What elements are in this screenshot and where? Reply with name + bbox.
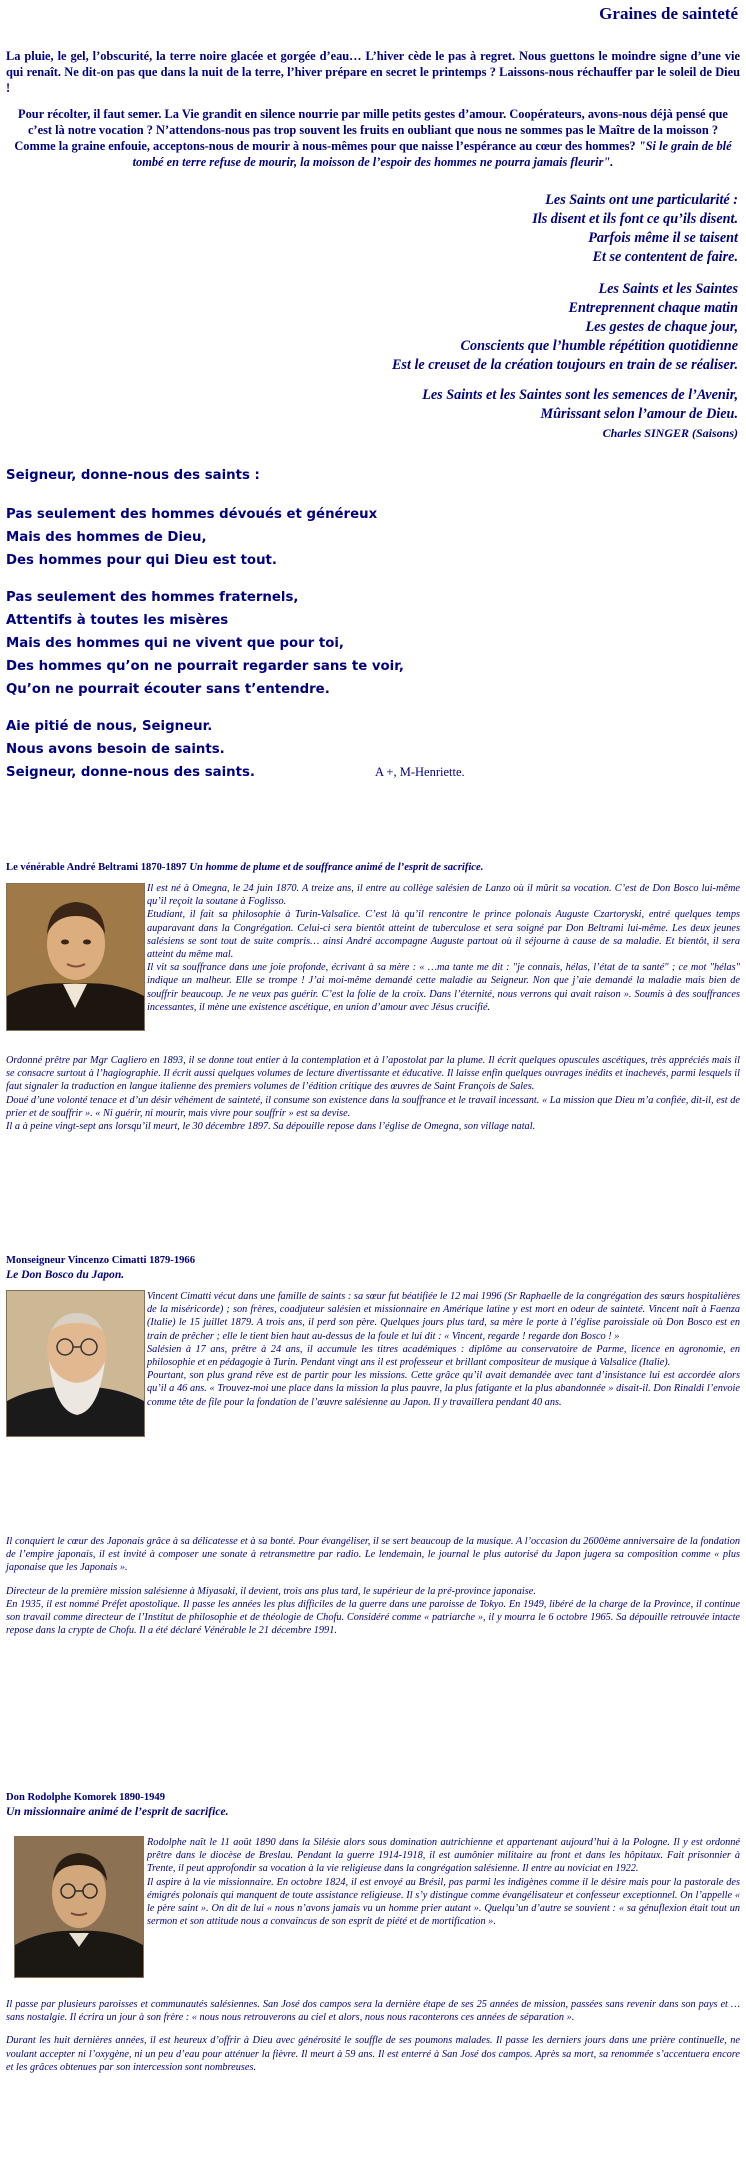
paragraph: Il vit sa souffrance dans une joie profonde, écrivant à sa mère : « …ma tante me dit : "je connais, hélas, l’état de ta santé" ; ce mot "hélas" indique un malheur. Elle se trompe ! J’ai moi-même demandé cette maladie au Seigneur. Non que j’aie demandé la maladie mais bien de souffrir beaucoup. Je ne veux pas guérir. C’est la folie de la croix. Dans l’éternité, nous verrons qui avait raison ». Soumis à des souffrances incessantes, il mène une existence ascétique, en union d’amour avec Jésus crucifié. <box>147 962 740 1013</box>
paragraph: Salésien à 17 ans, prêtre à 24 ans, il accumule les titres académiques : diplôme au conservatoire de Parme, licence en agronomie, en philosophie et en pédagogie à Turin. Pendant vingt ans il est professeur et brillant compositeur de musique à Valsalice (Italie). <box>147 1343 740 1369</box>
prayer-stanza-2 <box>6 586 646 701</box>
section-heading-beltrami <box>6 861 740 875</box>
paragraph: Vincent Cimatti vécut dans une famille de saints : sa sœur fut béatifiée le 12 mai 1996 (Sr Raphaelle de la congrégation des sœurs hospitalières de la miséricorde) ; son frères, coadjuteur salésien et missionnaire en Amérique latine y est mort en odeur de sainteté. Vincent naît à Faenza (Italie) le 15 juillet 1879. A trois ans, il perd son père. Quelques jours plus tard, sa mère le porte à l’église paroissiale où Don Bosco est en train de prêcher ; elle le tient bien haut au-dessus de la foule et lui dit : « Vincent, regarde ! regarde don Bosco ! » <box>147 1291 740 1342</box>
section-beltrami-text-beside-photo <box>147 882 740 1014</box>
section-cimatti-text <box>6 1535 740 1637</box>
paragraph: Il conquiert le cœur des Japonais grâce à sa délicatesse et à sa bonté. Pour évangéliser, il se sert beaucoup de la musique. A l’occasion du 2600ème anniversaire de la fondation de l’empire japonais, il est invité à composer une sonate à retransmettre par radio. Le lendemain, le journal le plus autorisé du Japon jugera sa composition comme « plus japonaise que les Japonais ». <box>6 1536 740 1574</box>
poem-line: Et se contentent de faire. <box>592 249 738 265</box>
prayer-line: Attentifs à toutes les misères <box>6 613 229 628</box>
section-name: Monseigneur Vincenzo Cimatti 1879-1966 <box>6 1255 196 1266</box>
poem-stanza-2 <box>178 280 738 375</box>
section-subtitle: Un missionnaire animé de l’esprit de sacrifice. <box>6 1805 229 1818</box>
intro-paragraph-2-text: Pour récolter, il faut semer. La Vie grandit en silence nourrie par mille petits gestes d’amour. Coopérateurs, avons-nous déjà pensé que c’est là notre vocation ? N’attendons-nous pas trop souvent les fruits en oubliant que nous ne sommes pas le Maître de la moisson ? Comme la graine enfouie, acceptons-nous de mourir à nous-mêmes pour que naisse l’espérance au cœur des hommes? <box>14 107 728 153</box>
prayer-stanza-3 <box>6 715 646 784</box>
prayer-line: Des hommes pour qui Dieu est tout. <box>6 553 277 568</box>
paragraph: Il passe par plusieurs paroisses et communautés salésiennes. San José dos campos sera la dernière étape de ses 25 années de mission, passées sans revenir dans son pays et … sans nostalgie. Il écrira un jour à son frère : « nous nous retrouverons au ciel et alors, nous nous raconterons ces années de séparation ». <box>6 1999 740 2024</box>
poem-line: Les Saints et les Saintes <box>598 281 738 297</box>
prayer-author: A +, M-Henriette. <box>374 765 465 779</box>
section-cimatti-text-beside-photo <box>147 1290 740 1409</box>
prayer-line: Pas seulement des hommes dévoués et généreux <box>6 507 378 522</box>
prayer-line: Pas seulement des hommes fraternels, <box>6 590 299 605</box>
section-name: Le vénérable André Beltrami 1870-1897 <box>6 862 187 873</box>
paragraph: Il aspire à la vie missionnaire. En octobre 1824, il est envoyé au Brésil, pas parmi les indigènes comme il le désire mais pour la pastorale des émigrés polonais qui manquent de toute assistance religieuse. Il s’y distingue comme évangélisateur et confesseur exceptionnel. On l’appelle « le père saint ». On dit de lui « nous n’avons jamais vu un homme prier autant ». Quelqu’un d’autre se souvient : « sa génuflexion était tout un sermon et son attitude nous a convaincus de son esprit de piété et de mortification ». <box>147 1876 740 1928</box>
prayer <box>6 464 646 487</box>
section-subtitle: Un homme de plume et de souffrance animé de l’esprit de sacrifice. <box>189 862 484 873</box>
poem-signature: Charles SINGER (Saisons) <box>602 426 738 440</box>
paragraph: Rodolphe naît le 11 août 1890 dans la Silésie alors sous domination autrichienne et appartenant aujourd’hui à la Pologne. Il y est ordonné prêtre dans le diocèse de Breslau. Pendant la guerre 1914-1918, il est aumônier militaire au front et dans les hôpitaux. Fait prisonnier à Trente, il peut approfondir sa vocation à la vie religieuse dans la congrégation salésienne. Il entre au noviciat en 1922. <box>147 1837 740 1875</box>
portrait-cimatti-image <box>7 1291 144 1436</box>
prayer-line: Nous avons besoin de saints. <box>6 742 225 757</box>
paragraph: Il est né à Omegna, le 24 juin 1870. A treize ans, il entre au collège salésien de Lanzo où il mûrit sa vocation. C’est de Don Bosco lui-même qu’il reçoit la soutane à Foglisso. <box>147 883 740 908</box>
section-komorek-text <box>6 1998 740 2074</box>
intro-quote: "Si le grain de blé tombé en terre refuse de mourir, la moisson de l’espoir des hommes ne pourra jamais fleurir". <box>132 139 732 169</box>
poem-line: Ils disent et ils font ce qu’ils disent. <box>532 211 738 227</box>
paragraph: Il a à peine vingt-sept ans lorsqu’il meurt, le 30 décembre 1897. Sa dépouille repose dans l’église de Omegna, son village natal. <box>6 1121 536 1133</box>
poem-line: Est le creuset de la création toujours en train de se réaliser. <box>391 357 738 373</box>
paragraph: Pourtant, son plus grand rêve est de partir pour les missions. Cette grâce qu’il avait demandée avec tant d’insistance lui est accordée alors qu’il a 46 ans. « Trouvez-moi une place dans la mission la plus pauvre, la plus fatigante et la plus abandonnée » disait-il. Don Rinaldi l’envoie comme tête de file pour la fondation de l’œuvre salésienne au Japon. Il y travaillera pendant 40 ans. <box>147 1370 740 1408</box>
poem-line: Parfois même il se taisent <box>588 230 738 246</box>
intro-paragraph-2 <box>6 106 740 170</box>
prayer-line: Seigneur, donne-nous des saints : <box>6 468 260 483</box>
portrait-komorek-image <box>15 1837 143 1977</box>
prayer-last-line-text: Seigneur, donne-nous des saints. <box>6 765 255 780</box>
section-beltrami-text <box>6 1054 740 1133</box>
poem-line: Les gestes de chaque jour, <box>585 319 738 335</box>
poem-stanza-1 <box>178 191 738 267</box>
intro-paragraph-1: La pluie, le gel, l’obscurité, la terre noire glacée et gorgée d’eau… L’hiver cède le pas à regret. Nous guettons le moindre signe d’une vie qui renaît. Ne dit-on pas que dans la nuit de la terre, l’hiver prépare en secret le printemps ? Laissons-nous réchauffer par le soleil de Dieu ! <box>6 49 740 95</box>
portrait-komorek <box>14 1836 144 1978</box>
section-heading-komorek <box>6 1791 740 1819</box>
prayer-line: Des hommes qu’on ne pourrait regarder sans te voir, <box>6 659 404 674</box>
prayer-line: Mais des hommes de Dieu, <box>6 530 207 545</box>
section-subtitle: Le Don Bosco du Japon. <box>6 1268 125 1281</box>
portrait-cimatti <box>6 1290 145 1437</box>
section-heading-cimatti <box>6 1254 740 1282</box>
poem-line: Les Saints et les Saintes sont les semences de l’Avenir, <box>422 387 738 403</box>
prayer-line: Mais des hommes qui ne vivent que pour toi, <box>6 636 344 651</box>
prayer-stanza-1 <box>6 503 646 572</box>
prayer-line: Aie pitié de nous, Seigneur. <box>6 719 213 734</box>
section-komorek-text-beside-photo <box>147 1836 740 1928</box>
poem-line: Entreprennent chaque matin <box>568 300 738 316</box>
prayer-last-line <box>6 761 646 784</box>
paragraph: Directeur de la première mission salésienne à Miyasaki, il devient, trois ans plus tard, le supérieur de la pré-province japonaise. <box>6 1585 536 1597</box>
portrait-beltrami <box>6 883 145 1031</box>
paragraph: En 1935, il est nommé Préfet apostolique. Il passe les années les plus difficiles de la guerre dans une paroisse de Tokyo. En 1949, libéré de la charge de la Province, il continue son travail comme directeur de l’Institut de philosophie et de théologie de Chofu. Considéré comme « patriarche », il y mourra le 6 octobre 1965. Sa dépouille retrouvée intacte repose dans la crypte de Chofu. Il a été déclaré Vénérable le 21 décembre 1991. <box>6 1598 740 1637</box>
poem-line: Mûrissant selon l’amour de Dieu. <box>540 406 738 422</box>
section-name: Don Rodolphe Komorek 1890-1949 <box>6 1792 166 1803</box>
paragraph: Doué d’une volonté tenace et d’un désir véhément de sainteté, il consume son existence dans la souffrance et le travail incessant. « La mission que Dieu m’a confiée, dit-il, est de prier et de souffrir ». « Ni guérir, ni mourir, mais vivre pour souffrir » est sa devise. <box>6 1094 740 1119</box>
prayer-line: Qu’on ne pourrait écouter sans t’entendre. <box>6 682 330 697</box>
paragraph: Durant les huit dernières années, il est heureux d’offrir à Dieu avec générosité le souffle de ses poumons malades. Il passe les derniers jours dans une prière continuelle, ne voulant accepter ni l’oxygène, ni un peu d’eau pour atténuer la fièvre. Il meurt à 59 ans. Il est enterré à San José dos campos. Après sa mort, sa renommée s’accentuera encore et les grâces obtenues par son intercession sont nombreuses. <box>6 2035 740 2073</box>
page-title: Graines de sainteté <box>599 4 738 23</box>
portrait-beltrami-image <box>7 884 144 1030</box>
paragraph: Ordonné prêtre par Mgr Cagliero en 1893, il se donne tout entier à la contemplation et à l’apostolat par la plume. Il écrit quelques opuscules ascétiques, très appréciés mais il se consacre surtout à l’hagiographie. Il écrit aussi quelques volumes de lecture divertissante et éducative. Il laisse enfin quelques ouvrages inédits et inachevés, parmi lesquels il faut signaler la traduction en langue italienne des premiers volumes de l’édition critique des œuvres de Saint François de Sales. <box>6 1055 740 1093</box>
poem-line: Conscients que l’humble répétition quotidienne <box>460 338 738 354</box>
paragraph: Etudiant, il fait sa philosophie à Turin-Valsalice. C’est là qu’il rencontre le prince polonais Auguste Czartoryski, entré quelques temps auparavant dans la Congrégation. Celui-ci sera bientôt atteint de tuberculose et sera soigné par Don Beltrami lui-même. Les deux jeunes salésiens se sont tout de suite compris… ainsi André accompagne Auguste partout où il séjourne à cause de sa maladie. Et bientôt, il sera atteint du même mal. <box>147 909 740 961</box>
poem-line: Les Saints ont une particularité : <box>545 192 738 208</box>
poem-stanza-3 <box>178 386 738 443</box>
